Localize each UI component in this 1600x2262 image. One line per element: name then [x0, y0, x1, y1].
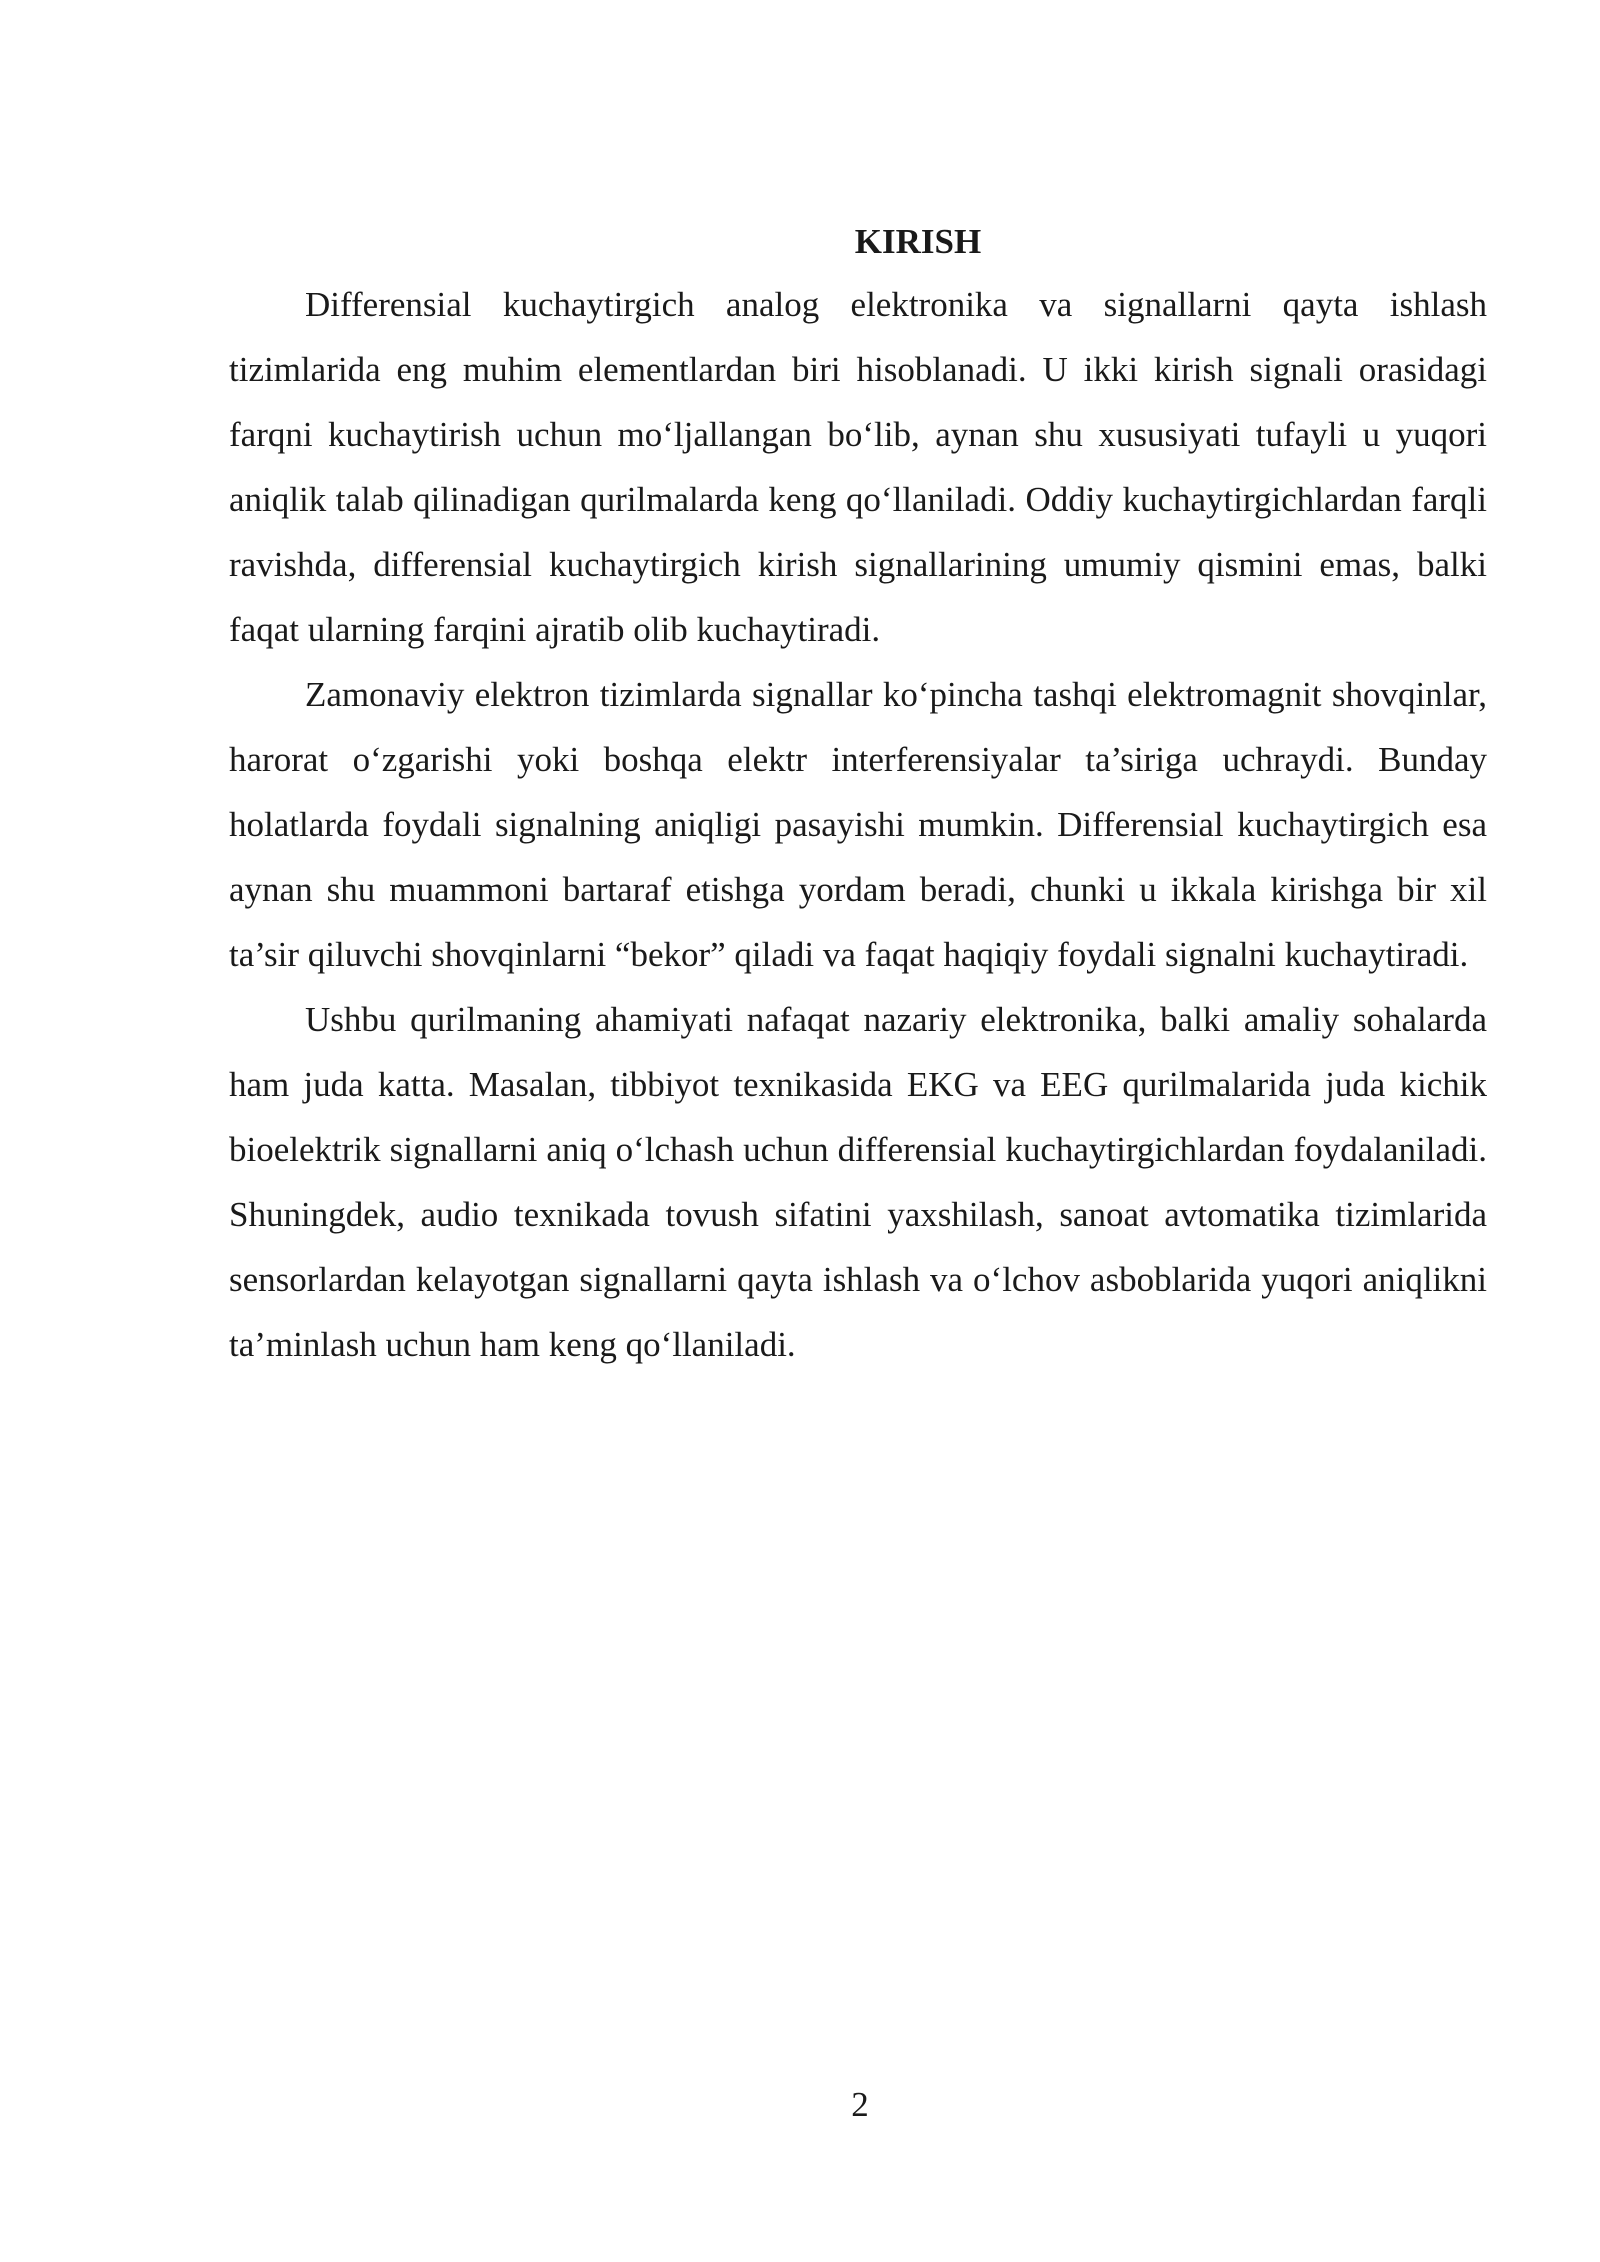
paragraph-1: Differensial kuchaytirgich analog elektronika va signallarni qayta ishlash tizimlarida eng muhim elementlardan biri hisoblanadi. U ikki kirish signali orasidagi farqni kuchaytirish uchun mo‘ljallangan bo‘lib, aynan shu xususiyati tufayli u yuqori aniqlik talab qilinadigan qurilmalarda keng qo‘llaniladi. Oddiy kuchaytirgichlardan farqli ravishda, differensial kuchaytirgich kirish signallarining umumiy qismini emas, balki faqat ularning farqini ajratib olib kuchaytiradi. [229, 285, 1487, 649]
section-heading: KIRISH [854, 222, 982, 261]
paragraph-3: Ushbu qurilmaning ahamiyati nafaqat nazariy elektronika, balki amaliy sohalarda ham juda katta. Masalan, tibbiyot texnikasida EKG va EEG qurilmalarida juda kichik bioelektrik signallarni aniq o‘lchash uchun differensial kuchaytirgichlardan foydalaniladi. Shuningdek, audio texnikada tovush sifatini yaxshilash, sanoat avtomatika tizimlarida sensorlardan kelayotgan signallarni qayta ishlash va o‘lchov asboblarida yuqori aniqlikni ta’minlash uchun ham keng qo‘llaniladi. [229, 1000, 1487, 1364]
page-number: 2 [851, 2085, 869, 2124]
page-content [229, 212, 1487, 1377]
paragraph-2: Zamonaviy elektron tizimlarda signallar ko‘pincha tashqi elektromagnit shovqinlar, harorat o‘zgarishi yoki boshqa elektr interferensiyalar ta’siriga uchraydi. Bunday holatlarda foydali signalning aniqligi pasayishi mumkin. Differensial kuchaytirgich esa aynan shu muammoni bartaraf etishga yordam beradi, chunki u ikkala kirishga bir xil ta’sir qiluvchi shovqinlarni “bekor” qiladi va faqat haqiqiy foydali signalni kuchaytiradi. [229, 675, 1487, 974]
